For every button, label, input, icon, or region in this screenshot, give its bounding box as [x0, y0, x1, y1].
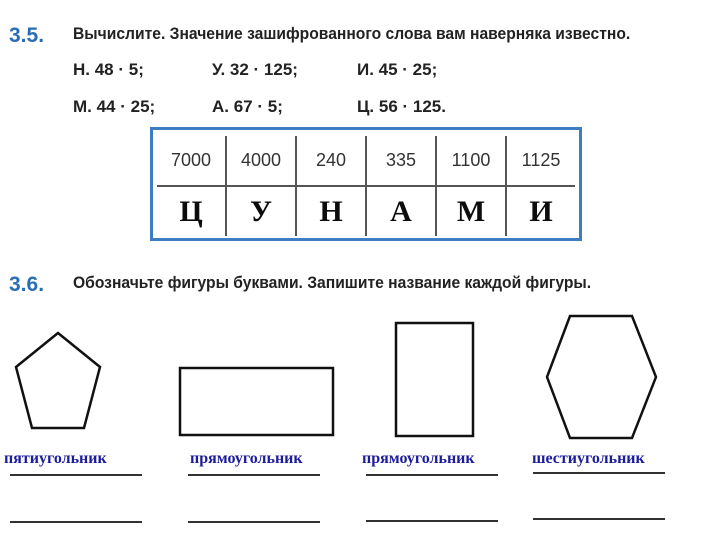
answer-label-pentagon: пятиугольник — [4, 450, 107, 467]
expression-ts: Ц. 56 · 125. — [357, 97, 446, 116]
expression-a: А. 67 · 5; — [212, 97, 283, 116]
expression-m: М. 44 · 25; — [73, 97, 156, 116]
cipher-letter-cell: Н — [297, 187, 367, 236]
answer-line — [188, 474, 320, 476]
answer-line — [188, 521, 320, 523]
cipher-values-row — [157, 136, 575, 187]
exercise-number-3-5: 3.5. — [9, 24, 45, 47]
cipher-letter-cell: Ц — [157, 187, 227, 236]
cipher-letter-cell: М — [437, 187, 507, 236]
exercise-number-3-6: 3.6. — [9, 273, 45, 296]
answer-label-tall-rectangle: прямоугольник — [362, 450, 475, 467]
answer-line — [533, 518, 665, 520]
tall-rectangle-icon — [394, 321, 476, 439]
cipher-letters-row — [157, 187, 575, 236]
expression-n: Н. 48 · 5; — [73, 60, 144, 79]
answer-line — [10, 474, 142, 476]
expression-u: У. 32 · 125; — [212, 60, 298, 79]
cipher-value-cell: 1125 — [521, 150, 561, 170]
cipher-value-cell: 335 — [367, 136, 437, 185]
cipher-value-cell: 1100 — [437, 136, 507, 185]
answer-line — [366, 520, 498, 522]
answer-line — [10, 521, 142, 523]
cipher-value-cell: 240 — [297, 136, 367, 185]
cipher-value-cell: 4000 — [227, 136, 297, 185]
answer-line — [533, 472, 665, 474]
cipher-table — [150, 127, 582, 241]
answer-label-wide-rectangle: прямоугольник — [190, 450, 303, 467]
hexagon-icon — [544, 313, 660, 441]
cipher-letter-cell: И — [529, 194, 553, 228]
answer-line — [366, 474, 498, 476]
cipher-value-cell: 7000 — [157, 136, 227, 185]
expression-i: И. 45 · 25; — [357, 60, 438, 79]
answer-label-hexagon: шестиугольник — [532, 450, 645, 467]
wide-rectangle-icon — [178, 366, 336, 438]
exercise-3-6-instruction: Обозначьте фигуры буквами. Запишите название каждой фигуры. — [73, 273, 592, 292]
pentagon-icon — [12, 330, 104, 432]
cipher-letter-cell: У — [227, 187, 297, 236]
exercise-3-5-instruction: Вычислите. Значение зашифрованного слова вам наверняка известно. — [73, 24, 631, 43]
cipher-letter-cell: А — [367, 187, 437, 236]
